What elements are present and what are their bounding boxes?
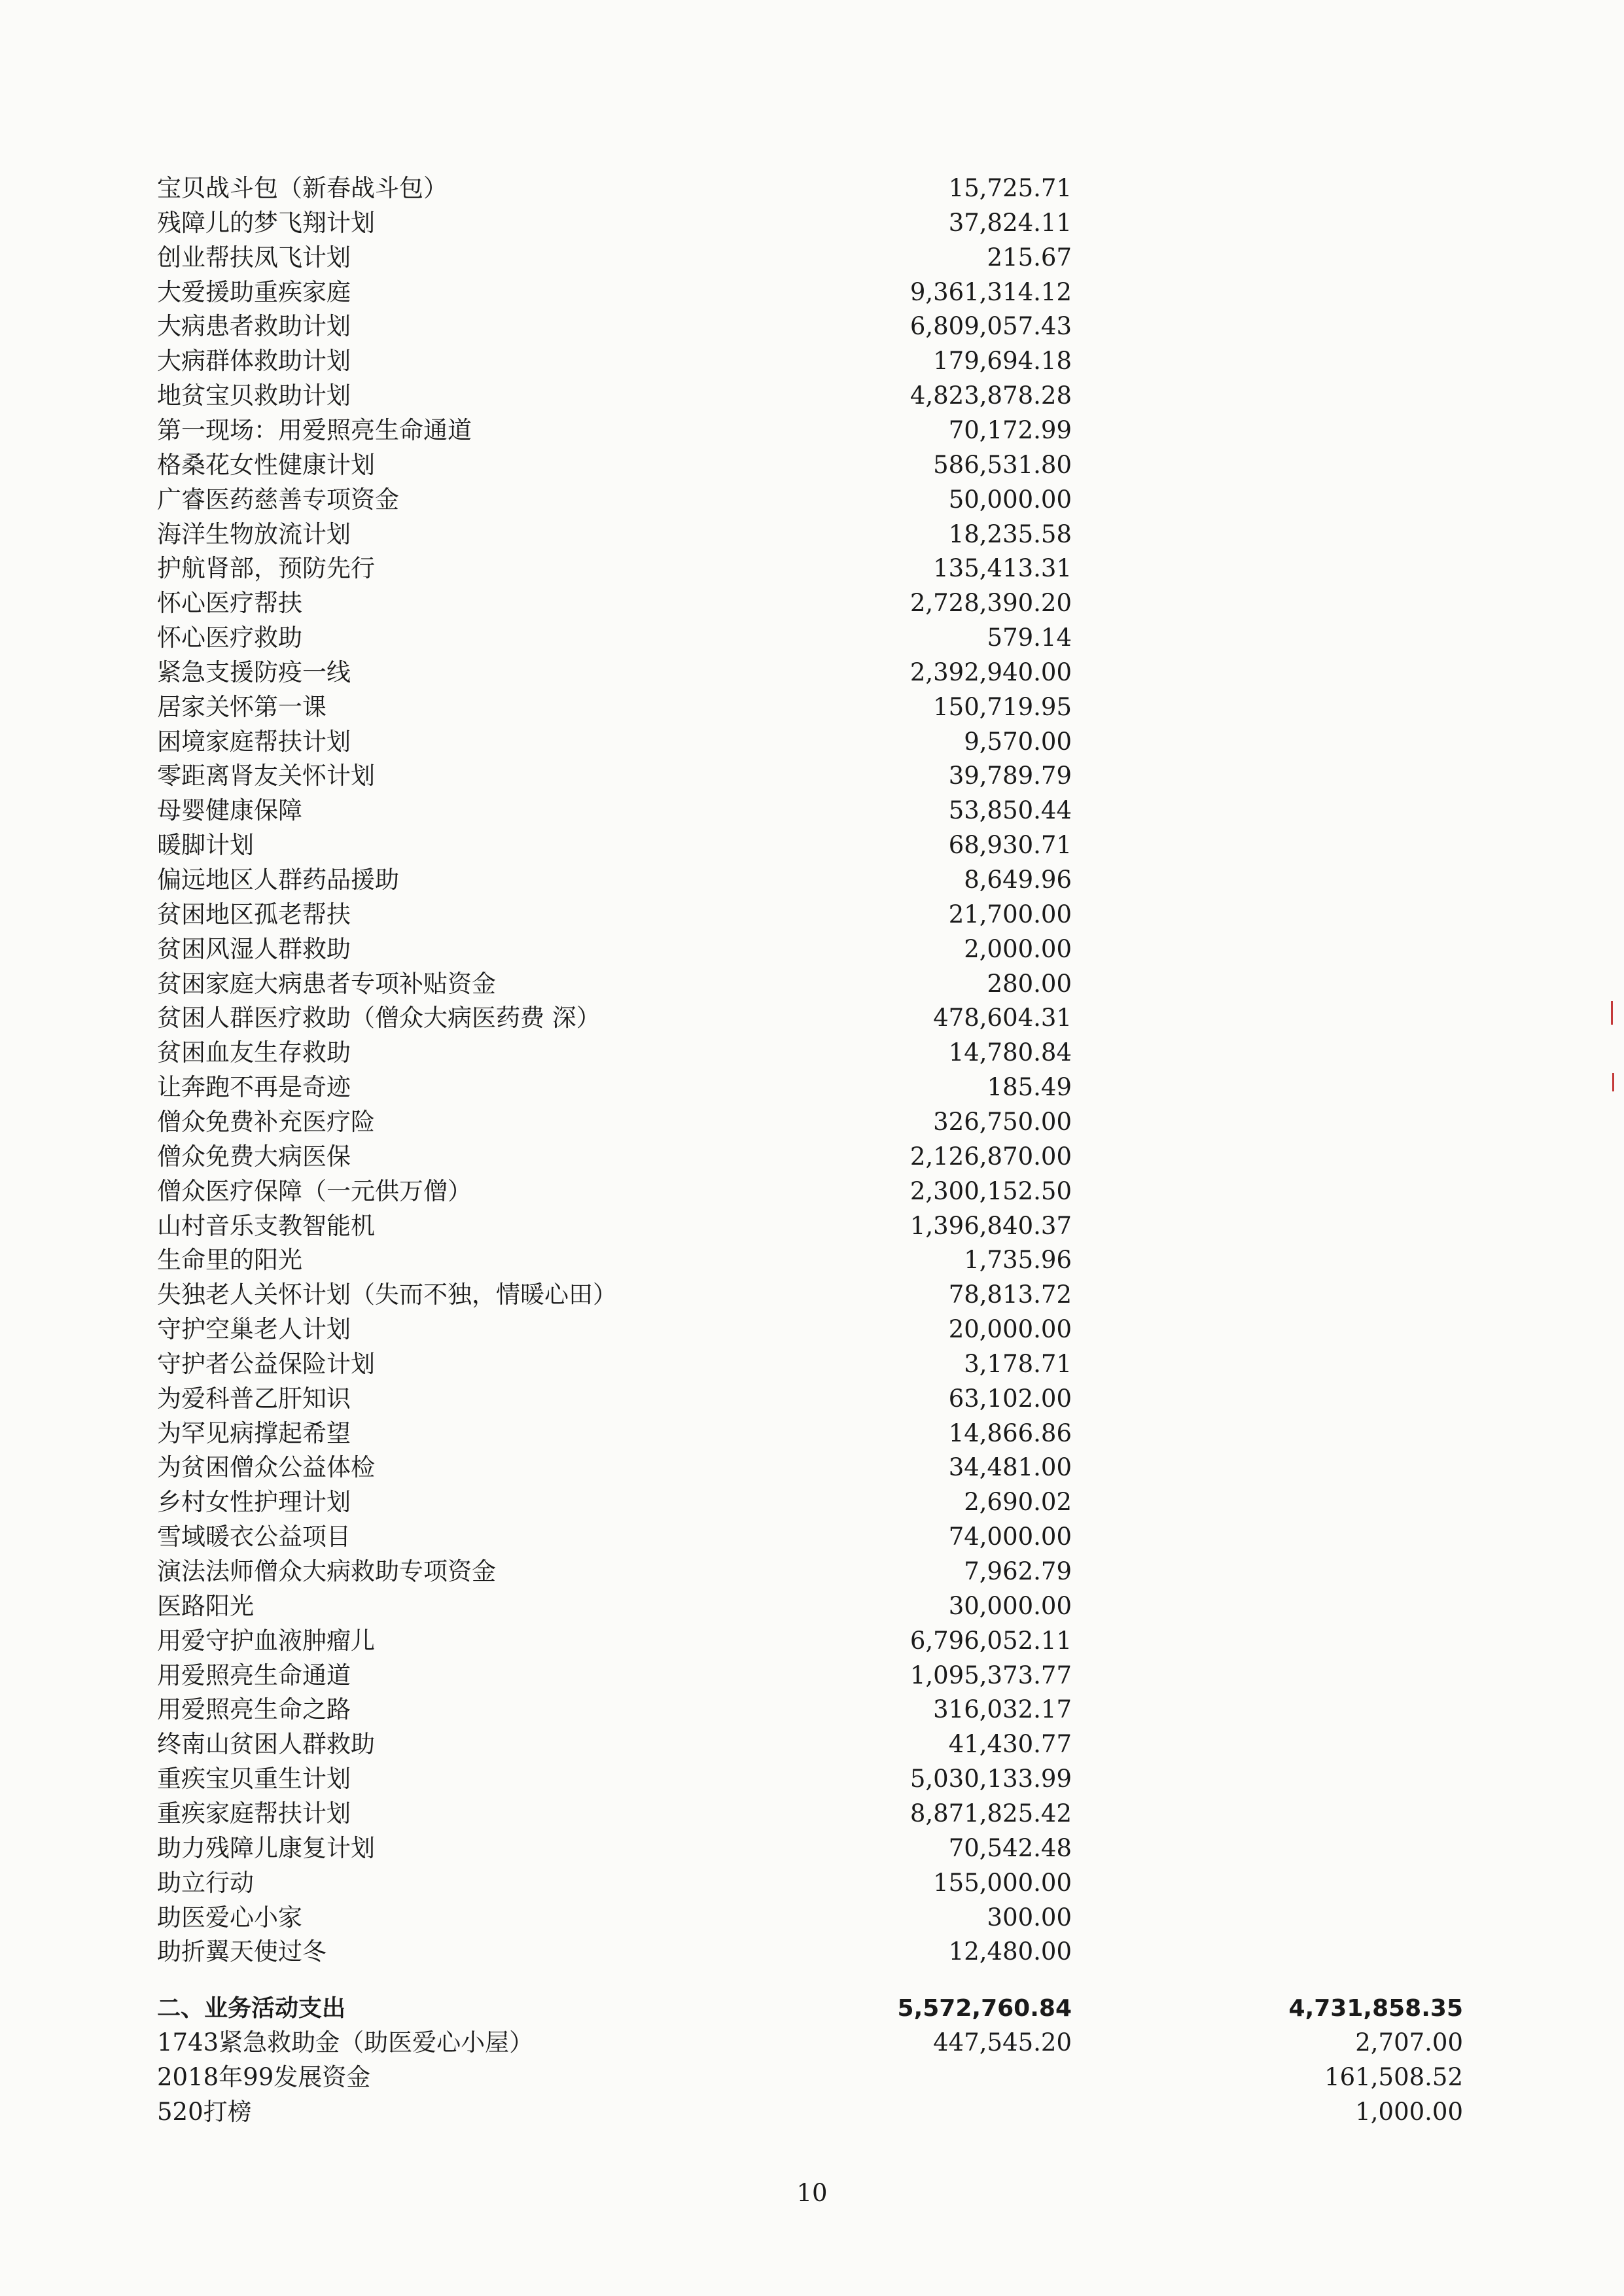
row-current-amount: 8,649.96: [964, 866, 1072, 894]
table-row: [0, 621, 1624, 655]
table-row: [0, 1070, 1624, 1104]
row-current-amount: 478,604.31: [933, 1004, 1072, 1033]
row-current-amount: 179,694.18: [933, 347, 1072, 376]
row-current-amount: 15,725.71: [948, 174, 1072, 202]
table-row: [0, 2060, 1624, 2094]
row-name: 守护空巢老人计划: [157, 1315, 351, 1344]
row-current-amount: 74,000.00: [948, 1523, 1072, 1551]
row-current-amount: 150,719.95: [933, 692, 1072, 721]
row-current-amount: 579.14: [987, 624, 1072, 652]
table-row: [0, 2026, 1624, 2060]
table-row: [0, 967, 1624, 1001]
row-current-amount: 41,430.77: [948, 1730, 1072, 1759]
table-row: [0, 1935, 1624, 1969]
row-current-amount: 21,700.00: [948, 900, 1072, 928]
margin-mark: [1611, 1001, 1613, 1025]
row-current-amount: 6,796,052.11: [909, 1626, 1072, 1655]
row-current-amount: 50,000.00: [948, 485, 1072, 514]
table-row: [0, 414, 1624, 448]
row-name: 格桑花女性健康计划: [157, 450, 375, 479]
table-row: [0, 1555, 1624, 1589]
row-name: 助折翼天使过冬: [157, 1937, 327, 1966]
row-current-amount: 14,866.86: [948, 1419, 1072, 1447]
table-row: [0, 2095, 1624, 2129]
row-current-amount: 20,000.00: [948, 1315, 1072, 1344]
row-current-amount: 2,000.00: [964, 934, 1072, 963]
row-current-amount: 30,000.00: [948, 1591, 1072, 1620]
row-current-amount: 135,413.31: [933, 554, 1072, 583]
row-current-amount: 280.00: [987, 969, 1072, 998]
table-row: [0, 1762, 1624, 1796]
row-current-amount: 155,000.00: [933, 1868, 1072, 1897]
row-name: 为贫困僧众公益体检: [157, 1453, 375, 1482]
row-name: 残障儿的梦飞翔计划: [157, 208, 375, 237]
table-row: [0, 206, 1624, 240]
table-row: [0, 1797, 1624, 1831]
row-current-amount: 1,396,840.37: [909, 1211, 1072, 1240]
table-row: [0, 1417, 1624, 1451]
row-name: 守护者公益保险计划: [157, 1349, 375, 1378]
row-name: 暖脚计划: [157, 831, 254, 860]
page-number: 10: [796, 2179, 828, 2207]
table-row: [0, 1243, 1624, 1277]
row-prior-amount: 2,707.00: [1355, 2028, 1463, 2057]
table-row: [0, 344, 1624, 378]
row-current-amount: 300.00: [987, 1903, 1072, 1932]
row-name: 广睿医药慈善专项资金: [157, 485, 399, 514]
table-row: [0, 448, 1624, 482]
row-current-amount: 2,300,152.50: [909, 1176, 1072, 1205]
table-row: [0, 483, 1624, 517]
table-row: [0, 1866, 1624, 1900]
row-name: 助医爱心小家: [157, 1903, 302, 1932]
row-name: 大病群体救助计划: [157, 347, 351, 376]
row-name: 重疾家庭帮扶计划: [157, 1799, 351, 1828]
table-row: [0, 309, 1624, 344]
table-row: [0, 518, 1624, 552]
row-current-amount: 1,735.96: [964, 1246, 1072, 1275]
row-name: 用爱照亮生命之路: [157, 1695, 351, 1724]
table-row: [0, 379, 1624, 413]
row-name: 1743紧急救助金（助医爱心小屋）: [157, 2028, 534, 2057]
table-row: [0, 932, 1624, 966]
row-name: 地贫宝贝救助计划: [157, 381, 351, 410]
row-name: 宝贝战斗包（新春战斗包）: [157, 174, 448, 202]
row-current-amount: 34,481.00: [948, 1453, 1072, 1482]
row-current-amount: 326,750.00: [933, 1107, 1072, 1136]
table-row: [0, 690, 1624, 724]
table-row: [0, 863, 1624, 897]
row-current-amount: 4,823,878.28: [909, 381, 1072, 410]
table-row: [0, 1036, 1624, 1070]
row-name: 僧众医疗保障（一元供万僧）: [157, 1176, 472, 1205]
row-name: 第一现场：用爱照亮生命通道: [157, 415, 472, 444]
row-current-amount: 14,780.84: [948, 1038, 1072, 1067]
row-current-amount: 1,095,373.77: [909, 1661, 1072, 1689]
table-row: [0, 1901, 1624, 1935]
table-row: [0, 1589, 1624, 1623]
table-row: [0, 1347, 1624, 1381]
section-title: 二、业务活动支出: [157, 1995, 346, 2022]
table-row: [0, 656, 1624, 690]
row-name: 雪域暖衣公益项目: [157, 1523, 351, 1551]
row-name: 520打榜: [157, 2098, 252, 2126]
row-name: 让奔跑不再是奇迹: [157, 1073, 351, 1102]
row-current-amount: 2,392,940.00: [909, 658, 1072, 686]
table-row: [0, 759, 1624, 793]
row-name: 大爱援助重疾家庭: [157, 277, 351, 306]
table-row: [0, 1001, 1624, 1035]
row-current-amount: 215.67: [987, 243, 1072, 272]
row-current-amount: 70,172.99: [948, 415, 1072, 444]
row-current-amount: 39,789.79: [948, 762, 1072, 790]
row-name: 贫困风湿人群救助: [157, 934, 351, 963]
table-row: [0, 794, 1624, 828]
section-prior-amount: 4,731,858.35: [1288, 1995, 1463, 2022]
row-current-amount: 5,030,133.99: [909, 1765, 1072, 1793]
row-name: 为罕见病撑起希望: [157, 1419, 351, 1447]
row-current-amount: 447,545.20: [933, 2028, 1072, 2057]
row-current-amount: 2,728,390.20: [909, 589, 1072, 618]
row-name: 重疾宝贝重生计划: [157, 1765, 351, 1793]
table-row: [0, 1693, 1624, 1727]
table-row: [0, 171, 1624, 205]
table-row: [0, 1278, 1624, 1312]
row-current-amount: 185.49: [987, 1073, 1072, 1102]
row-name: 居家关怀第一课: [157, 692, 327, 721]
table-row: [0, 552, 1624, 586]
row-name: 困境家庭帮扶计划: [157, 727, 351, 756]
row-current-amount: 9,570.00: [964, 727, 1072, 756]
row-name: 大病患者救助计划: [157, 312, 351, 341]
margin-mark: [1612, 1073, 1614, 1091]
table-row: [0, 1105, 1624, 1139]
row-current-amount: 316,032.17: [933, 1695, 1072, 1724]
row-name: 终南山贫困人群救助: [157, 1730, 375, 1759]
section-current-amount: 5,572,760.84: [897, 1995, 1072, 2022]
row-prior-amount: 1,000.00: [1355, 2098, 1463, 2126]
row-name: 零距离肾友关怀计划: [157, 762, 375, 790]
table-row: [0, 1831, 1624, 1865]
row-name: 用爱守护血液肿瘤儿: [157, 1626, 375, 1655]
table-row: [0, 1209, 1624, 1243]
row-name: 失独老人关怀计划（失而不独，情暖心田）: [157, 1280, 617, 1309]
table-row: [0, 1485, 1624, 1519]
table-row: [0, 1382, 1624, 1416]
row-current-amount: 12,480.00: [948, 1937, 1072, 1966]
row-name: 生命里的阳光: [157, 1246, 302, 1275]
row-current-amount: 3,178.71: [964, 1349, 1072, 1378]
row-name: 护航肾部，预防先行: [157, 554, 375, 583]
row-name: 母婴健康保障: [157, 796, 302, 825]
table-row: [0, 1174, 1624, 1209]
row-current-amount: 70,542.48: [948, 1833, 1072, 1862]
row-current-amount: 9,361,314.12: [909, 277, 1072, 306]
row-name: 演法法师僧众大病救助专项资金: [157, 1557, 496, 1585]
row-name: 偏远地区人群药品援助: [157, 866, 399, 894]
section-header-business-expenses: [0, 1992, 1624, 2026]
row-current-amount: 7,962.79: [964, 1557, 1072, 1585]
table-row: [0, 241, 1624, 275]
table-row: [0, 586, 1624, 620]
row-name: 山村音乐支教智能机: [157, 1211, 375, 1240]
row-name: 创业帮扶凤飞计划: [157, 243, 351, 272]
row-name: 海洋生物放流计划: [157, 520, 351, 548]
row-current-amount: 586,531.80: [933, 450, 1072, 479]
row-current-amount: 18,235.58: [948, 520, 1072, 548]
row-current-amount: 63,102.00: [948, 1384, 1072, 1413]
row-name: 怀心医疗帮扶: [157, 589, 302, 618]
table-row: [0, 1140, 1624, 1174]
row-name: 贫困血友生存救助: [157, 1038, 351, 1067]
table-row: [0, 1313, 1624, 1347]
row-current-amount: 2,126,870.00: [909, 1142, 1072, 1171]
table-row: [0, 1727, 1624, 1761]
row-name: 怀心医疗救助: [157, 624, 302, 652]
row-name: 贫困人群医疗救助（僧众大病医药费 深）: [157, 1004, 601, 1033]
row-current-amount: 78,813.72: [948, 1280, 1072, 1309]
row-name: 助立行动: [157, 1868, 254, 1897]
row-name: 僧众免费补充医疗险: [157, 1107, 375, 1136]
row-current-amount: 68,930.71: [948, 831, 1072, 860]
table-row: [0, 1520, 1624, 1554]
row-current-amount: 53,850.44: [948, 796, 1072, 825]
row-name: 2018年99发展资金: [157, 2063, 371, 2091]
row-name: 紧急支援防疫一线: [157, 658, 351, 686]
row-name: 贫困家庭大病患者专项补贴资金: [157, 969, 496, 998]
row-current-amount: 8,871,825.42: [909, 1799, 1072, 1828]
table-row: [0, 1624, 1624, 1658]
row-name: 僧众免费大病医保: [157, 1142, 351, 1171]
row-name: 贫困地区孤老帮扶: [157, 900, 351, 928]
row-name: 助力残障儿康复计划: [157, 1833, 375, 1862]
row-name: 医路阳光: [157, 1591, 254, 1620]
table-row: [0, 275, 1624, 309]
table-row: [0, 828, 1624, 862]
row-current-amount: 2,690.02: [964, 1488, 1072, 1517]
row-current-amount: 6,809,057.43: [909, 312, 1072, 341]
table-row: [0, 898, 1624, 932]
table-row: [0, 1659, 1624, 1693]
table-row: [0, 1451, 1624, 1485]
table-row: [0, 725, 1624, 759]
row-current-amount: 37,824.11: [948, 208, 1072, 237]
row-name: 用爱照亮生命通道: [157, 1661, 351, 1689]
row-name: 为爱科普乙肝知识: [157, 1384, 351, 1413]
row-prior-amount: 161,508.52: [1324, 2063, 1463, 2091]
row-name: 乡村女性护理计划: [157, 1488, 351, 1517]
